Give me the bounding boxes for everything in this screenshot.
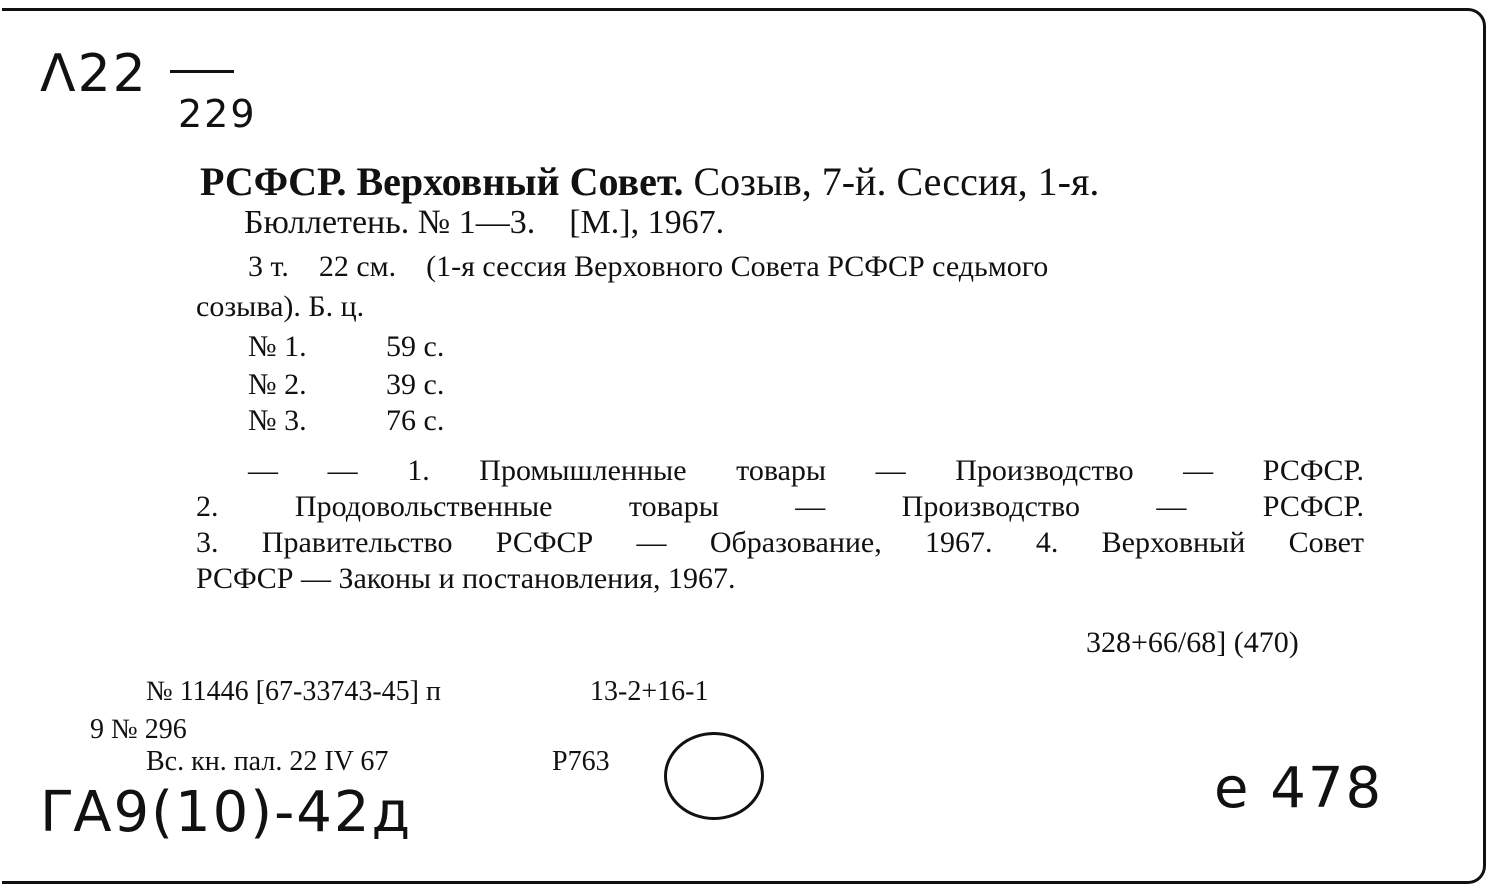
order-code: Р763 [552, 746, 610, 777]
subjects-line-1: — — 1. Промышленные товары — Производство — РСФСР. [248, 454, 1364, 487]
description-line-1: 3 т. 22 см. (1-я сессия Верховного Совета РСФСР седьмого [248, 250, 1049, 283]
volume-pages: 59 с. [386, 330, 445, 363]
footer-line-1 [146, 676, 708, 708]
volume-row [248, 330, 444, 364]
subjects-line-2: 2. Продовольственные товары — Производство — РСФСР. [196, 490, 1364, 523]
handwritten-inventory-mark: е 478 [1214, 756, 1384, 821]
volume-row [248, 368, 444, 402]
heading-session: Созыв, 7-й. Сессия, 1-я. [693, 159, 1100, 204]
record-number: № 11446 [67-33743-45] п [146, 676, 441, 707]
book-chamber-date: Вс. кн. пал. 22 IV 67 [146, 746, 389, 777]
volume-row [248, 404, 444, 438]
handwritten-call-number [40, 44, 148, 104]
entry-title: Бюллетень. № 1—3. [М.], 1967. [244, 204, 725, 241]
footer-line-2: 9 № 296 [90, 714, 187, 745]
volume-number: № 3. [248, 404, 307, 437]
volume-pages: 76 с. [386, 404, 445, 437]
stamp-circle [664, 732, 764, 820]
volume-pages: 39 с. [386, 368, 445, 401]
heading-author: РСФСР. Верховный Совет. [200, 159, 684, 204]
handwritten-shelf-mark: ΓА9(10)-42д [40, 780, 413, 845]
entry-heading [200, 158, 1099, 205]
index-code: 13-2+16-1 [590, 676, 709, 707]
fraction-bar [170, 70, 234, 73]
handwritten-call-number-top: Λ22 [40, 44, 148, 104]
subjects-line-3: 3. Правительство РСФСР — Образование, 1967. 4. Верховный Совет [196, 526, 1364, 559]
classification-code: 328+66/68] (470) [1086, 626, 1299, 659]
description-line-2: созыва). Б. ц. [196, 290, 365, 323]
footer-line-3 [146, 746, 610, 778]
handwritten-call-number-bottom: 229 [178, 92, 257, 136]
volume-number: № 1. [248, 330, 307, 363]
volume-number: № 2. [248, 368, 307, 401]
subjects-line-4: РСФСР — Законы и постановления, 1967. [196, 562, 736, 595]
